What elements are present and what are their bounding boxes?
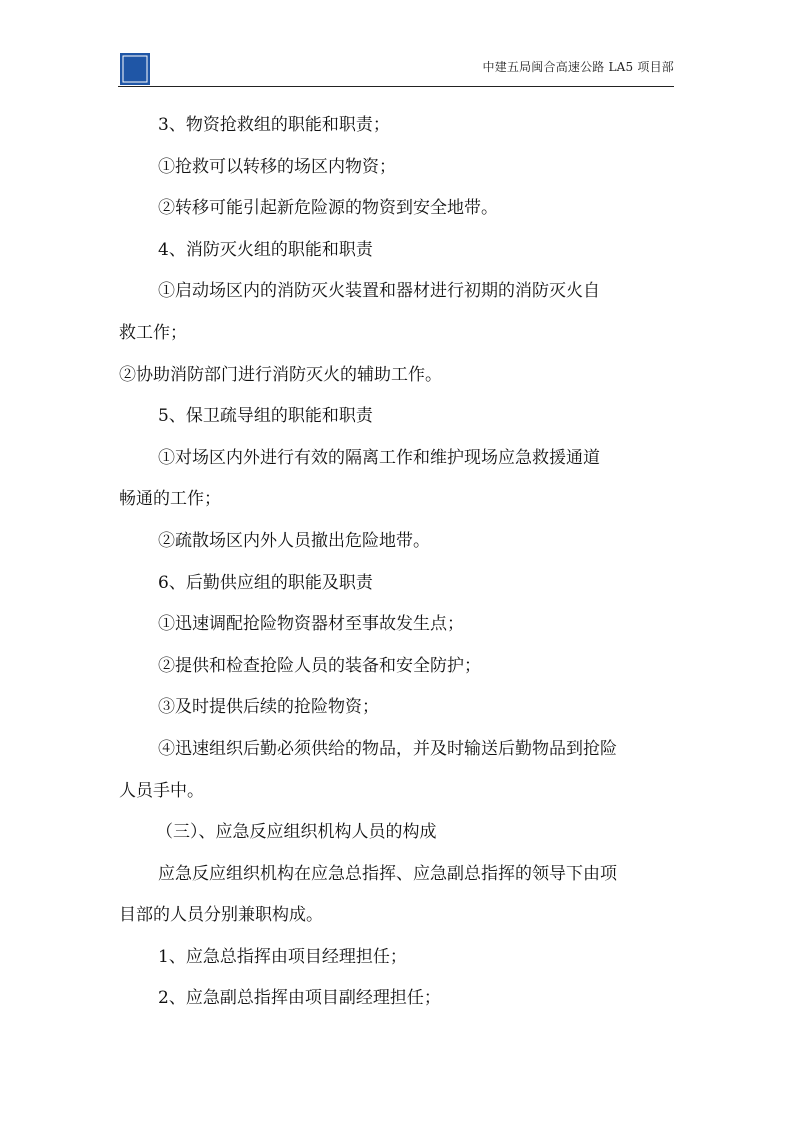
header-divider bbox=[118, 86, 674, 87]
paragraph-line: 1、应急总指挥由项目经理担任； bbox=[158, 946, 407, 967]
paragraph-line: ②疏散场区内外人员撤出危险地带。 bbox=[158, 530, 430, 551]
paragraph-line: ③及时提供后续的抢险物资； bbox=[158, 697, 379, 718]
paragraph-line: 畅通的工作； bbox=[119, 489, 221, 510]
heading-security-evacuation: 5、保卫疏导组的职能和职责 bbox=[158, 406, 373, 427]
heading-fire-fighting: 4、消防灭火组的职能和职责 bbox=[158, 239, 373, 260]
paragraph-line: 救工作； bbox=[119, 322, 187, 343]
paragraph-line: 应急反应组织机构在应急总指挥、应急副总指挥的领导下由项 bbox=[158, 863, 617, 884]
paragraph-line: ①迅速调配抢险物资器材至事故发生点； bbox=[158, 614, 464, 635]
paragraph-line: 目部的人员分别兼职构成。 bbox=[119, 905, 323, 926]
paragraph-line: ①抢救可以转移的场区内物资； bbox=[158, 156, 396, 177]
paragraph-line: ②提供和检查抢险人员的装备和安全防护； bbox=[158, 655, 481, 676]
paragraph-line: ①启动场区内的消防灭火装置和器材进行初期的消防灭火自 bbox=[158, 281, 600, 302]
heading-material-rescue: 3、物资抢救组的职能和职责； bbox=[158, 115, 390, 135]
document-body bbox=[119, 105, 675, 1020]
page-header bbox=[118, 50, 674, 88]
paragraph-line: ②协助消防部门进行消防灭火的辅助工作。 bbox=[119, 364, 442, 385]
paragraph-line: ②转移可能引起新危险源的物资到安全地带。 bbox=[158, 198, 498, 219]
paragraph-line: ④迅速组织后勤必须供给的物品，并及时输送后勤物品到抢险 bbox=[158, 738, 617, 759]
paragraph-line: 人员手中。 bbox=[119, 780, 204, 801]
paragraph-line: ①对场区内外进行有效的隔离工作和维护现场应急救援通道 bbox=[158, 447, 600, 468]
company-logo bbox=[120, 53, 150, 85]
paragraph-line: 2、应急副总指挥由项目副经理担任； bbox=[158, 988, 441, 1009]
cscec-logo-icon bbox=[120, 53, 150, 85]
heading-logistics: 6、后勤供应组的职能及职责 bbox=[158, 572, 373, 593]
section-heading-organization: （三）、应急反应组织机构人员的构成 bbox=[156, 822, 437, 843]
header-title: 中建五局闽合高速公路 LA5 项目部 bbox=[482, 60, 674, 74]
